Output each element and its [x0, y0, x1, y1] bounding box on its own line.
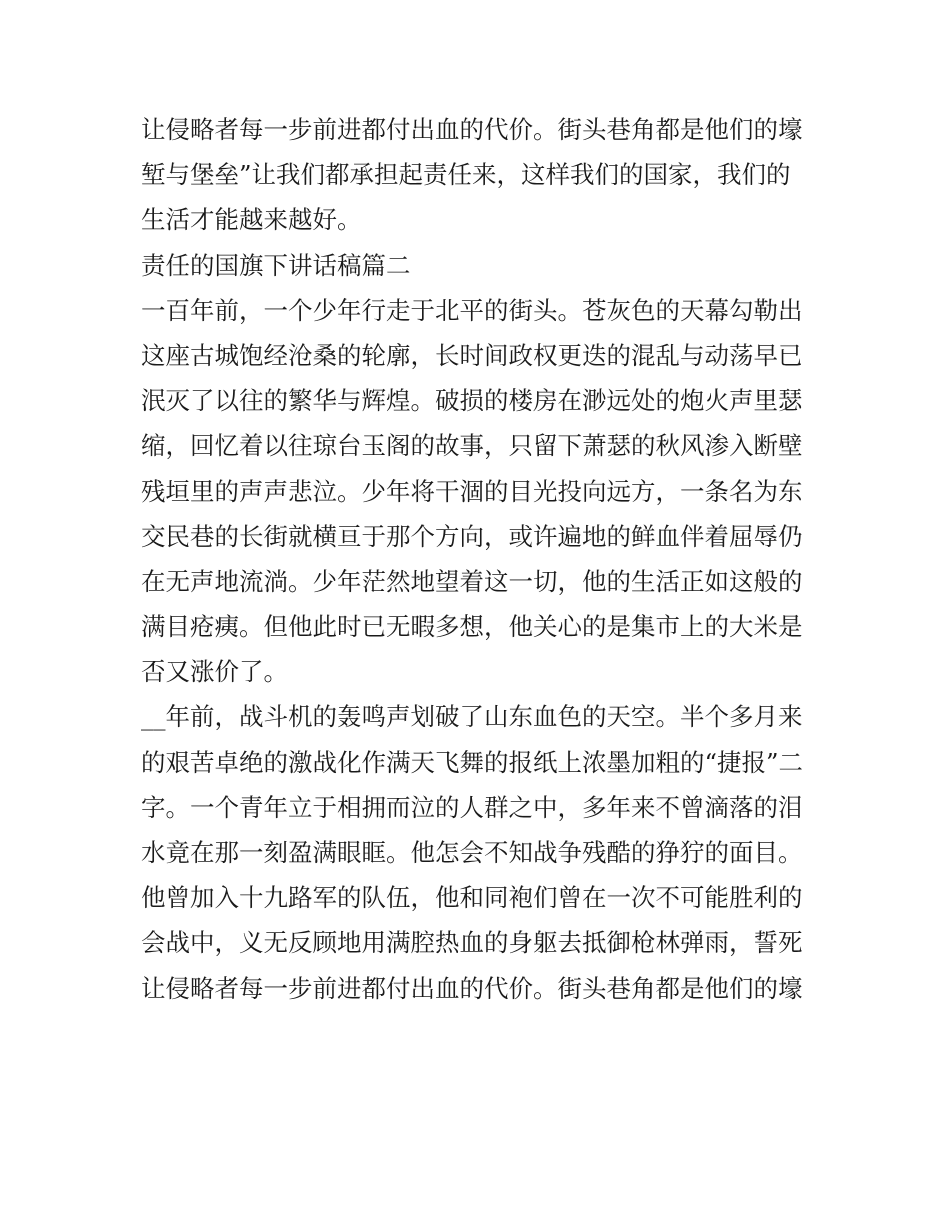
- section-heading: 责任的国旗下讲话稿篇二: [141, 250, 411, 280]
- text-line: 会战中，义无反顾地用满腔热血的身躯去抵御枪林弹雨，誓死: [141, 928, 803, 958]
- text-line: 让侵略者每一步前进都付出血的代价。街头巷角都是他们的壕: [141, 115, 803, 144]
- text-line: 生活才能越来越好。: [141, 205, 362, 235]
- text-line: 他曾加入十九路军的队伍，他和同袍们曾在一次不可能胜利的: [141, 883, 803, 913]
- text-line: 残垣里的声声悲泣。少年将干涸的目光投向远方，一条名为东: [141, 476, 803, 506]
- text-line: __年前，战斗机的轰鸣声划破了山东血色的天空。半个多月来: [141, 702, 803, 732]
- text-line: 让侵略者每一步前进都付出血的代价。街头巷角都是他们的壕: [141, 973, 803, 1003]
- text-line: 否又涨价了。: [141, 657, 288, 687]
- text-line: 满目疮痍。但他此时已无暇多想，他关心的是集市上的大米是: [141, 612, 803, 642]
- text-line: 水竟在那一刻盈满眼眶。他怎会不知战争残酷的狰狞的面目。: [141, 838, 803, 867]
- text-line: 泯灭了以往的繁华与辉煌。破损的楼房在渺远处的炮火声里瑟: [141, 386, 803, 416]
- text-line: 在无声地流淌。少年茫然地望着这一切，他的生活正如这般的: [141, 566, 803, 596]
- text-line: 的艰苦卓绝的激战化作满天飞舞的报纸上浓墨加粗的“捷报”二: [141, 747, 804, 777]
- text-line: 一百年前，一个少年行走于北平的街头。苍灰色的天幕勾勒出: [141, 295, 803, 325]
- text-line: 字。一个青年立于相拥而泣的人群之中，多年来不曾滴落的泪: [141, 792, 803, 822]
- text-line: 堑与堡垒”让我们都承担起责任来，这样我们的国家，我们的: [141, 160, 791, 190]
- text-line: 缩，回忆着以往琼台玉阁的故事，只留下萧瑟的秋风渗入断壁: [141, 431, 803, 461]
- text-line: 交民巷的长街就横亘于那个方向，或许遍地的鲜血伴着屈辱仍: [141, 521, 803, 551]
- text-line: 这座古城饱经沧桑的轮廓，长时间政权更迭的混乱与动荡早已: [141, 340, 803, 370]
- document-body: [141, 107, 831, 1011]
